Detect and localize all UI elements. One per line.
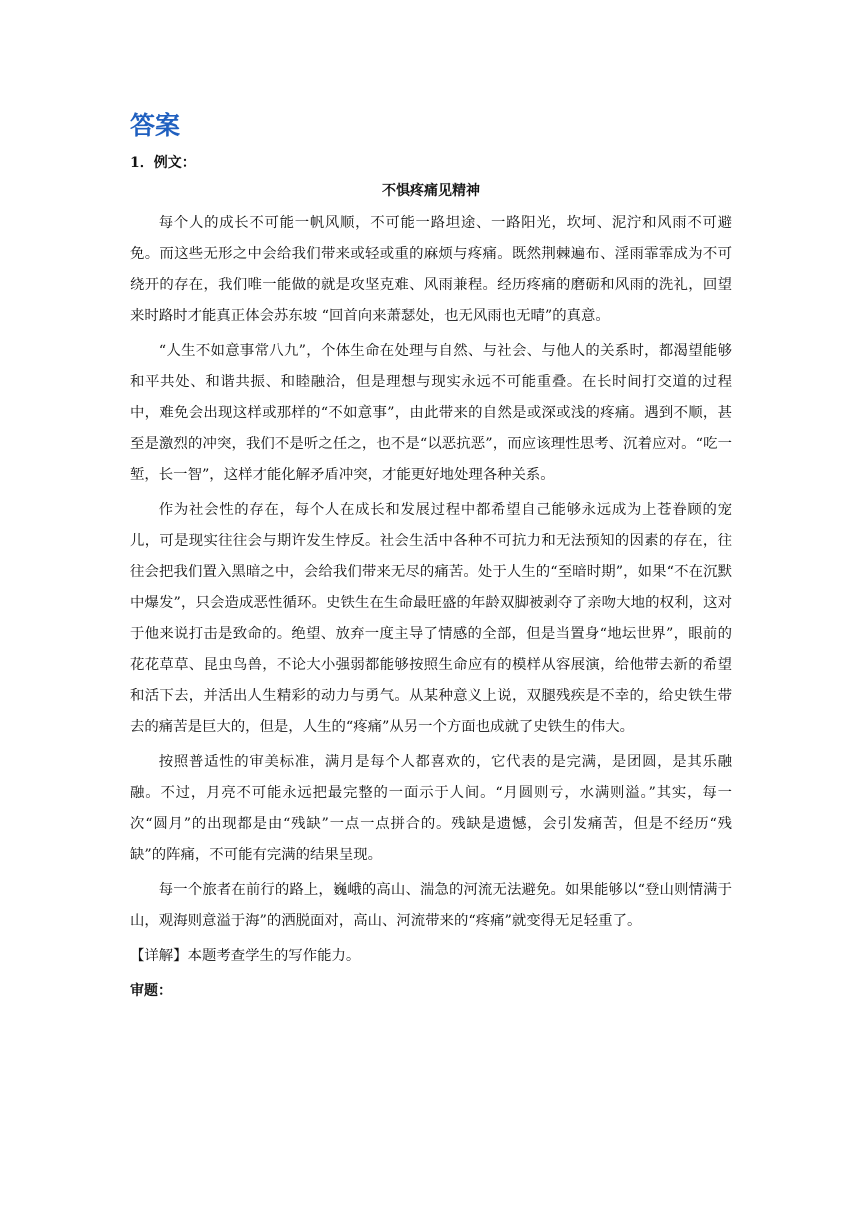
essay-paragraph: 每一个旅者在前行的路上，巍峨的高山、湍急的河流无法避免。如果能够以“登山则情满于山，观海则意溢于海”的洒脱面对，高山、河流带来的“疼痛”就变得无足轻重了。: [130, 882, 732, 929]
detail-line: [130, 941, 732, 972]
question-number: 1．: [130, 155, 154, 171]
answer-heading: 答案: [130, 111, 181, 140]
essay-paragraph: 按照普适性的审美标准，满月是每个人都喜欢的，它代表的是完满，是团圆，是其乐融融。不过，月亮不可能永远把最完整的一面示于人间。“月圆则亏，水满则溢。”其实，每一次“圆月”的出现都是由“残缺”一点一点拼合的。残缺是遗憾，会引发痛苦，但是不经历“残缺”的阵痛，不可能有完满的结果呈现。: [130, 754, 732, 863]
essay-paragraph: 作为社会性的存在，每个人在成长和发展过程中都希望自己能够永远成为上苍眷顾的宠儿，可是现实往往会与期许发生悖反。社会生活中各种不可抗力和无法预知的因素的存在，往往会把我们置入黑暗之中，会给我们带来无尽的痛苦。处于人生的“至暗时期”，如果“不在沉默中爆发”，只会造成恶性循环。史铁生在生命最旺盛的年龄双脚被剥夺了亲吻大地的权利，这对于他来说打击是致命的。绝望、放弃一度主导了情感的全部，但是当置身“地坛世界”，眼前的花花草草、昆虫鸟兽，不论大小强弱都能够按照生命应有的模样从容展演，给他带去新的希望和活下去，并活出人生精彩的动力与勇气。从某种意义上说，双腿残疾是不幸的，给史铁生带去的痛苦是巨大的，但是，人生的“疼痛”从另一个方面也成就了史铁生的伟大。: [130, 502, 732, 735]
detail-text: 本题考查学生的写作能力。: [187, 948, 361, 964]
answer-page: [130, 108, 732, 1007]
detail-tag: 【详解】: [130, 948, 188, 964]
question-line: [130, 150, 732, 176]
essay-title: 不惧疼痛见精神: [382, 183, 480, 199]
question-label: 例文：: [153, 155, 196, 171]
essay-paragraph: 每个人的成长不可能一帆风顺，不可能一路坦途、一路阳光，坎坷、泥泞和风雨不可避免。而这些无形之中会给我们带来或轻或重的麻烦与疼痛。既然荆棘遍布、淫雨霏霏成为不可绕开的存在，我们唯一能做的就是攻坚克难、风雨兼程。经历疼痛的磨砺和风雨的洗礼，回望来时路时才能真正体会苏东坡 “回首向来萧瑟处，也无风雨也无晴”的真意。: [130, 215, 732, 324]
review-label: 审题：: [130, 983, 172, 999]
essay-paragraph: “人生不如意事常八九”，个体生命在处理与自然、与社会、与他人的关系时，都渴望能够和平共处、和谐共振、和睦融洽，但是理想与现实永远不可能重叠。在长时间打交道的过程中，难免会出现这样或那样的“不如意事”，由此带来的自然是或深或浅的疼痛。遇到不顺，甚至是激烈的冲突，我们不是听之任之，也不是“以恶抗恶”，而应该理性思考、沉着应对。“吃一堑，长一智”，这样才能化解矛盾冲突，才能更好地处理各种关系。: [130, 343, 732, 483]
